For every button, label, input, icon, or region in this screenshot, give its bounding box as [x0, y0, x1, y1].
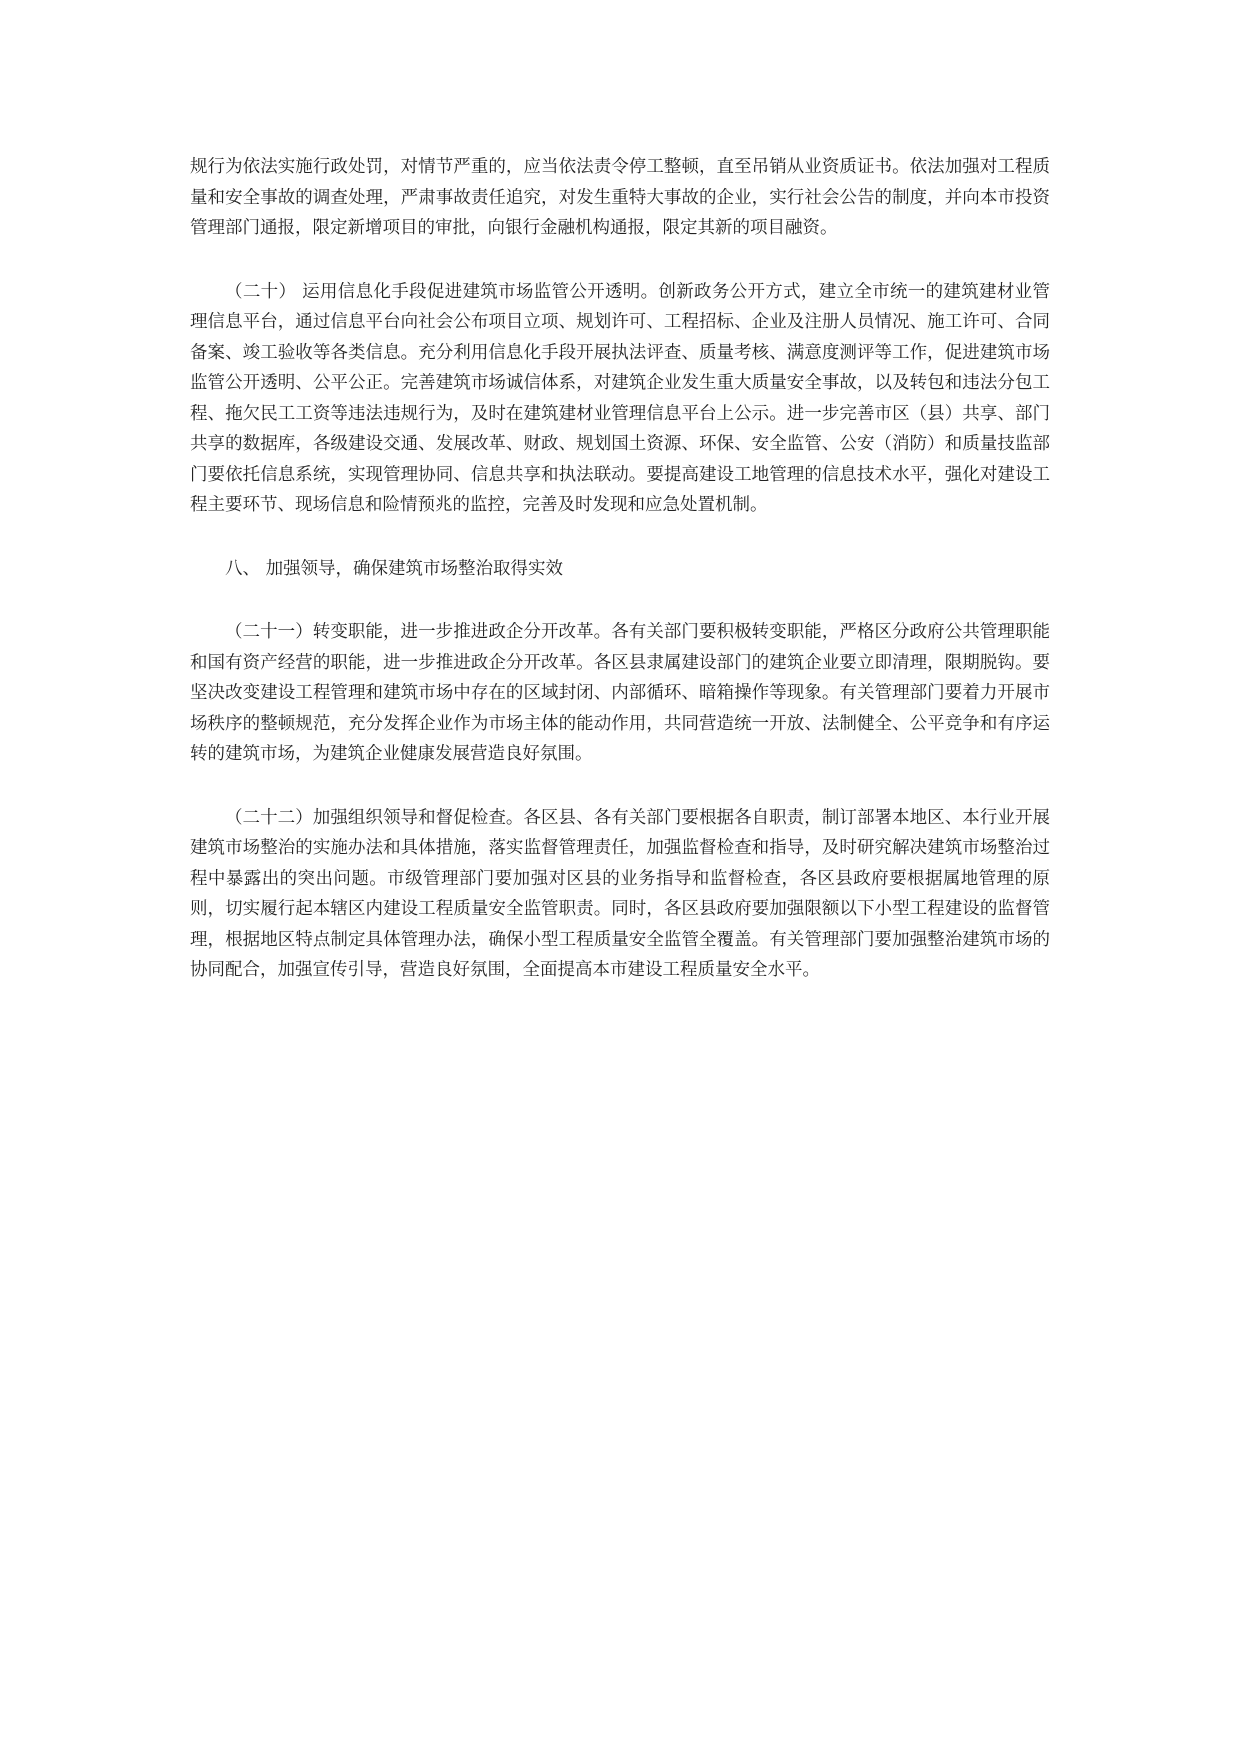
section-heading-8: 八、 加强领导，确保建筑市场整治取得实效 — [225, 558, 564, 579]
paragraph-item-20: （二十） 运用信息化手段促进建筑市场监管公开透明。创新政务公开方式，建立全市统一的建筑建材业管理信息平台，通过信息平台向社会公布项目立项、规划许可、工程招标、企业及注册人员情况、施工许可、合同备案、竣工验收等各类信息。充分利用信息化手段开展执法评查、质量考核、满意度测评等工作，促进建筑市场监管公开透明、公平公正。完善建筑市场诚信体系，对建筑企业发生重大质量安全事故，以及转包和违法分包工程、拖欠民工工资等违法违规行为，及时在建筑建材业管理信息平台上公示。进一步完善市区（县）共享、部门共享的数据库，各级建设交通、发展改革、财政、规划国土资源、环保、安全监管、公安（消防）和质量技监部门要依托信息系统，实现管理协同、信息共享和执法联动。要提高建设工地管理的信息技术水平，强化对建设工程主要环节、现场信息和险情预兆的监控，完善及时发现和应急处置机制。 — [190, 281, 1050, 515]
document-page — [190, 152, 1050, 986]
paragraph-item-21: （二十一）转变职能，进一步推进政企分开改革。各有关部门要积极转变职能，严格区分政府公共管理职能和国有资产经营的职能，进一步推进政企分开改革。各区县隶属建设部门的建筑企业要立即清理，限期脱钩。要坚决改变建设工程管理和建筑市场中存在的区域封闭、内部循环、暗箱操作等现象。有关管理部门要着力开展市场秩序的整顿规范，充分发挥企业作为市场主体的能动作用，共同营造统一开放、法制健全、公平竞争和有序运转的建筑市场，为建筑企业健康发展营造良好氛围。 — [190, 622, 1050, 764]
paragraph-gap — [190, 584, 1050, 617]
paragraph-gap — [190, 244, 1050, 277]
paragraph-gap — [190, 521, 1050, 554]
paragraph-item-22: （二十二）加强组织领导和督促检查。各区县、各有关部门要根据各自职责，制订部署本地区、本行业开展建筑市场整治的实施办法和具体措施，落实监督管理责任，加强监督检查和指导，及时研究解决建筑市场整治过程中暴露出的突出问题。市级管理部门要加强对区县的业务指导和监督检查，各区县政府要根据属地管理的原则，切实履行起本辖区内建设工程质量安全监管职责。同时，各区县政府要加强限额以下小型工程建设的监督管理，根据地区特点制定具体管理办法，确保小型工程质量安全监管全覆盖。有关管理部门要加强整治建筑市场的协同配合，加强宣传引导，营造良好氛围，全面提高本市建设工程质量安全水平。 — [190, 807, 1050, 980]
paragraph-continued-penalties: 规行为依法实施行政处罚，对情节严重的，应当依法责令停工整顿，直至吊销从业资质证书。依法加强对工程质量和安全事故的调查处理，严肃事故责任追究，对发生重特大事故的企业，实行社会公告的制度，并向本市投资管理部门通报，限定新增项目的审批，向银行金融机构通报，限定其新的项目融资。 — [190, 157, 1050, 238]
paragraph-gap — [190, 770, 1050, 803]
